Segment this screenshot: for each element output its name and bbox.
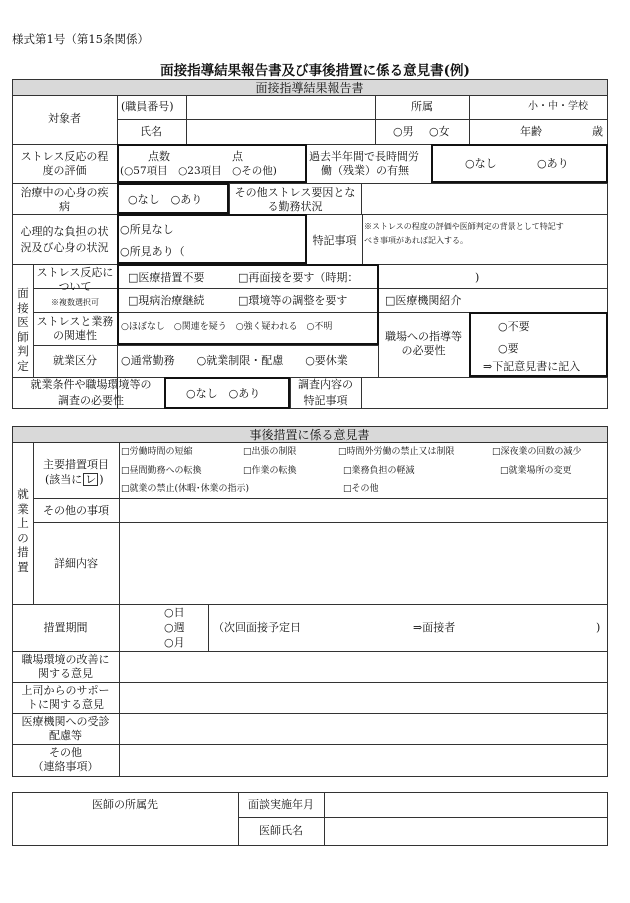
rule bbox=[361, 183, 362, 214]
workplace-label: 職場環境の改善に bbox=[21, 653, 110, 666]
employee-no-label: (職員番号) bbox=[121, 100, 174, 113]
support-label: 上司からのサポー bbox=[21, 684, 110, 697]
treatment-label: 治療中の心身の疾 bbox=[20, 186, 109, 199]
special-note: ※ストレスの程度の評価や医師判定の背景として特記す bbox=[364, 222, 564, 231]
affiliation-label: 所属 bbox=[411, 100, 433, 113]
school-options: 小・中・学校 bbox=[528, 101, 588, 112]
item-checkbox[interactable]: □深夜業の回数の減少 bbox=[492, 447, 582, 457]
check-mark-icon: レ bbox=[85, 473, 97, 486]
point-unit: 点 bbox=[232, 150, 243, 163]
overtime-label: 働（残業）の有無 bbox=[321, 164, 409, 177]
guidance-no[interactable]: ○不要 bbox=[498, 320, 530, 333]
mental-label: 況及び心身の状況 bbox=[20, 241, 109, 254]
rule bbox=[12, 744, 608, 745]
special-note: べき事項があれば記入する。 bbox=[364, 236, 468, 245]
support-label: トに関する意見 bbox=[27, 698, 104, 711]
guidance-label: の必要性 bbox=[401, 344, 446, 357]
work-class-options[interactable]: ○通常勤務 ○就業制限・配慮 ○要休業 bbox=[121, 354, 348, 367]
treatment-options[interactable]: ○なし ○あり bbox=[128, 193, 203, 206]
rule bbox=[362, 214, 363, 264]
opt-no-medical[interactable]: □医療措置不要 bbox=[128, 271, 205, 284]
rule bbox=[12, 95, 608, 96]
item-checkbox[interactable]: □その他 bbox=[343, 484, 379, 494]
target-label: 対象者 bbox=[48, 112, 81, 125]
special-label: 特記事項 bbox=[312, 234, 357, 247]
item-checkbox[interactable]: □昼間勤務への転換 bbox=[121, 466, 202, 476]
rule bbox=[186, 95, 187, 144]
rule bbox=[12, 183, 608, 184]
details-label: 詳細内容 bbox=[54, 557, 98, 570]
doctor-judgment-label: 面接医師判定 bbox=[17, 286, 29, 373]
guidance-yes[interactable]: ○要 bbox=[498, 342, 519, 355]
interviewer-label: ⇒面接者 bbox=[413, 621, 456, 634]
rule bbox=[469, 95, 470, 144]
stress-options[interactable]: (○57項目 ○23項目 ○その他) bbox=[120, 165, 277, 177]
doctor-name-label: 医師氏名 bbox=[259, 824, 303, 837]
work-measures-label: 就業上の措置 bbox=[17, 487, 29, 574]
rule bbox=[324, 792, 325, 846]
work-class-label: 就業区分 bbox=[53, 354, 97, 367]
close-paren: ) bbox=[596, 621, 601, 634]
opt-continue-treatment[interactable]: □現病治療継続 bbox=[128, 294, 205, 307]
age-unit: 歳 bbox=[592, 125, 603, 138]
stress-reaction-label: ついて bbox=[58, 280, 92, 293]
stress-reaction-label: ストレス反応に bbox=[36, 266, 114, 279]
item-checkbox[interactable]: □就業場所の変更 bbox=[500, 466, 572, 476]
name-label: 氏名 bbox=[140, 125, 162, 138]
rule bbox=[361, 377, 362, 409]
other-label: （連絡事項） bbox=[32, 760, 99, 773]
thick-box bbox=[431, 144, 608, 183]
relation-options[interactable]: ○ほぼなし ○関連を疑う ○強く疑われる ○不明 bbox=[121, 322, 333, 332]
opinion-header: 事後措置に係る意見書 bbox=[249, 428, 370, 442]
rule bbox=[12, 651, 608, 652]
item-checkbox[interactable]: □業務負担の軽減 bbox=[343, 466, 415, 476]
overtime-yes[interactable]: ○あり bbox=[537, 157, 569, 170]
opt-environment[interactable]: □環境等の調整を要す bbox=[238, 294, 348, 307]
item-checkbox[interactable]: □作業の転換 bbox=[243, 466, 297, 476]
relation-label: の関連性 bbox=[53, 329, 97, 342]
survey-special-label: 調査内容の bbox=[298, 378, 353, 391]
main-items-hint: (該当に レ ) bbox=[45, 473, 104, 486]
period-month[interactable]: ○月 bbox=[164, 636, 185, 649]
overtime-label: 過去半年間で長時間労 bbox=[309, 150, 419, 163]
mental-label: 心理的な負担の状 bbox=[20, 225, 109, 238]
treatment-label: 病 bbox=[59, 200, 70, 213]
stress-reaction-note: ※複数選択可 bbox=[51, 298, 99, 307]
male-option[interactable]: ○男 bbox=[393, 125, 414, 138]
form-number: 様式第1号（第15条関係） bbox=[12, 32, 149, 46]
opt-referral[interactable]: □医療機関紹介 bbox=[385, 294, 462, 307]
rule bbox=[238, 817, 608, 818]
opt-reinterview[interactable]: □再面接を要す（時期： bbox=[238, 271, 359, 284]
survey-special-label: 特記事項 bbox=[303, 394, 348, 407]
workplace-label: 関する意見 bbox=[38, 667, 93, 680]
item-checkbox[interactable]: □出張の制限 bbox=[243, 447, 297, 457]
period-week[interactable]: ○週 bbox=[164, 621, 185, 634]
report-header: 面接指導結果報告書 bbox=[255, 81, 364, 95]
rule bbox=[117, 95, 118, 144]
rule bbox=[12, 604, 608, 605]
relation-label: ストレスと業務 bbox=[36, 315, 114, 328]
medical-label: 配慮等 bbox=[49, 729, 82, 742]
period-day[interactable]: ○日 bbox=[164, 606, 185, 619]
rule bbox=[12, 442, 608, 443]
rule bbox=[208, 604, 209, 651]
finding-none[interactable]: ○所見なし bbox=[120, 223, 174, 236]
next-interview-label: （次回面接予定日 bbox=[213, 621, 301, 634]
interview-date-label: 面談実施年月 bbox=[248, 798, 314, 811]
overtime-none[interactable]: ○なし bbox=[465, 157, 497, 170]
medical-label: 医療機関への受診 bbox=[21, 715, 110, 728]
work-cond-label: 就業条件や職場環境等の bbox=[30, 378, 152, 391]
other-stress-label: る勤務状況 bbox=[267, 200, 323, 213]
opt-reinterview-close: ) bbox=[475, 271, 480, 284]
page-title: 面接指導結果報告書及び事後措置に係る意見書(例) bbox=[160, 63, 470, 79]
score-label: 点数 bbox=[148, 150, 170, 163]
other-items-label: その他の事項 bbox=[43, 504, 109, 517]
rule bbox=[12, 682, 608, 683]
rule bbox=[117, 119, 608, 120]
stress-eval-label: ストレス反応の程 bbox=[20, 150, 109, 163]
stress-eval-label: 度の評価 bbox=[42, 164, 87, 177]
item-checkbox[interactable]: □就業の禁止(休暇･休業の指示) bbox=[121, 484, 250, 494]
work-cond-options[interactable]: ○なし ○あり bbox=[186, 387, 261, 400]
age-label: 年齢 bbox=[520, 125, 542, 138]
guidance-fill: ⇒下記意見書に記入 bbox=[483, 360, 581, 373]
guidance-label: 職場への指導等 bbox=[385, 330, 462, 343]
rule bbox=[119, 442, 120, 777]
work-cond-label: 調査の必要性 bbox=[58, 394, 124, 407]
other-stress-label: その他ストレス要因とな bbox=[234, 186, 356, 199]
rule bbox=[12, 713, 608, 714]
doctor-affiliation-label: 医師の所属先 bbox=[92, 798, 158, 811]
rule bbox=[33, 345, 378, 346]
finding-yes[interactable]: ○所見あり（ bbox=[120, 245, 185, 258]
item-checkbox[interactable]: □労働時間の短縮 bbox=[121, 447, 193, 457]
period-label: 措置期間 bbox=[43, 621, 88, 634]
rule bbox=[12, 214, 608, 215]
other-label: その他 bbox=[49, 746, 82, 759]
female-option[interactable]: ○女 bbox=[429, 125, 450, 138]
item-checkbox[interactable]: □時間外労働の禁止又は制限 bbox=[338, 447, 455, 457]
main-items-label: 主要措置項目 bbox=[43, 458, 109, 471]
